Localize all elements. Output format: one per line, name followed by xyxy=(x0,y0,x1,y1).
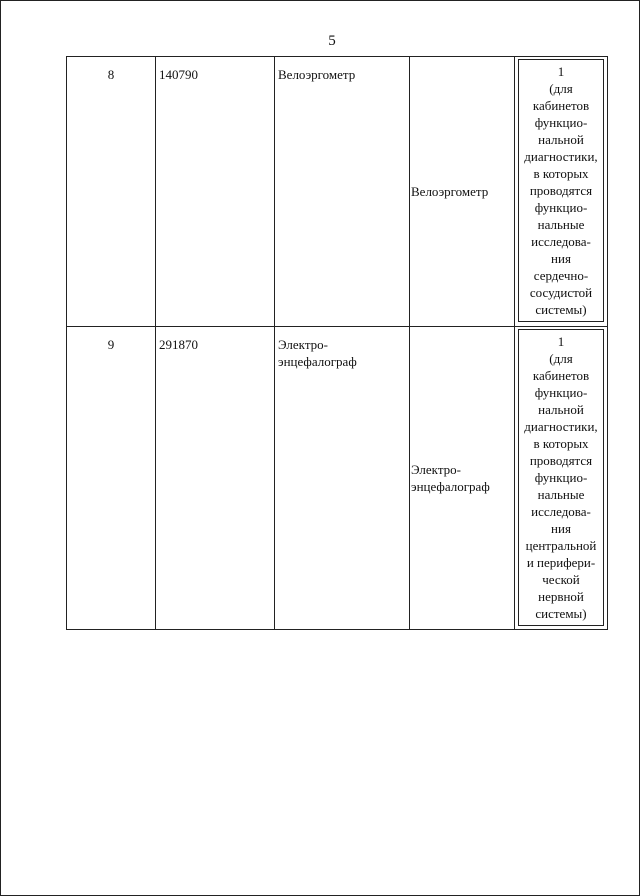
table-row xyxy=(67,57,608,327)
equipment-table xyxy=(66,56,608,630)
name-cell xyxy=(275,57,410,327)
quantity-value: 1 xyxy=(557,334,565,349)
equipment-code: 140790 xyxy=(159,67,198,82)
quantity-note: (для кабинетов функцио- нальной диагностики, в которых проводятся функцио- нальные исследова- ния центральной и перифери- ческой нервной системы) xyxy=(524,351,598,621)
equipment-type: Электро- энцефалограф xyxy=(411,462,490,494)
row-number: 9 xyxy=(107,337,115,352)
quantity-value: 1 xyxy=(557,64,565,79)
quantity-cell xyxy=(515,57,608,327)
table-row xyxy=(67,327,608,630)
quantity-box xyxy=(518,329,604,626)
name-cell xyxy=(275,327,410,630)
type-cell xyxy=(410,327,515,630)
quantity-box xyxy=(518,59,604,322)
code-cell xyxy=(156,57,275,327)
row-number-cell xyxy=(67,327,156,630)
quantity-cell xyxy=(515,327,608,630)
row-number: 8 xyxy=(107,67,115,82)
code-cell xyxy=(156,327,275,630)
type-cell xyxy=(410,57,515,327)
equipment-name: Велоэргометр xyxy=(278,67,356,82)
page-number: 5 xyxy=(328,33,336,49)
equipment-type: Велоэргометр xyxy=(411,184,489,199)
equipment-code: 291870 xyxy=(159,337,198,352)
row-number-cell xyxy=(67,57,156,327)
equipment-name: Электро- энцефалограф xyxy=(278,337,357,369)
quantity-note: (для кабинетов функцио- нальной диагностики, в которых проводятся функцио- нальные исследова- ния сердечно- сосудистой системы) xyxy=(524,81,598,317)
